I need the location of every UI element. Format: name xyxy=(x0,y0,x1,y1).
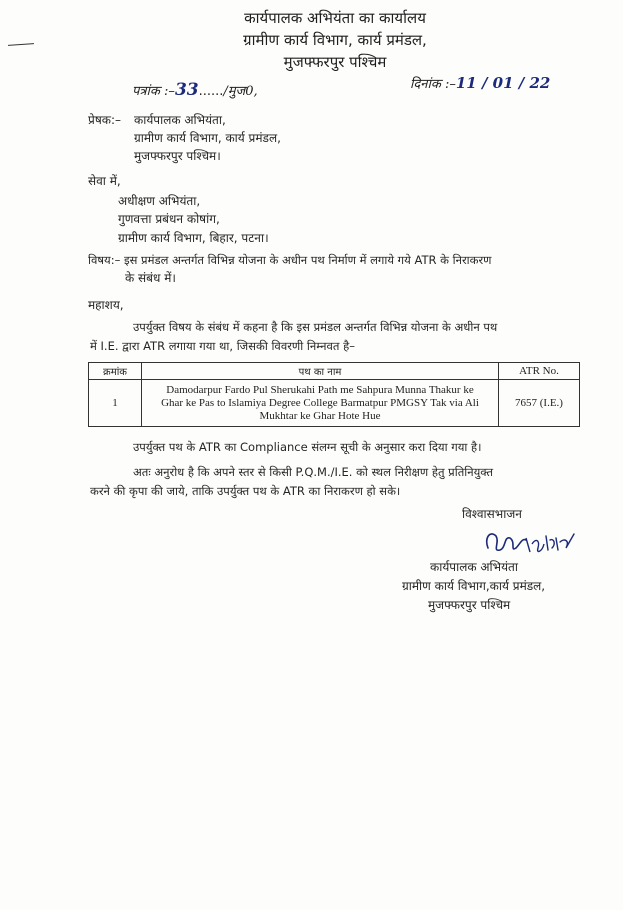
letter-number xyxy=(132,80,258,100)
road-name-line-1: Damodarpur Fardo Pul Sherukahi Path me Sahpura Munna Thakur ke xyxy=(166,383,474,396)
sign-location: मुजफ्फरपुर पश्चिम xyxy=(428,598,511,612)
cell-road-name xyxy=(142,380,499,427)
para1-line-2: में I.E. द्वारा ATR लगाया गया था, जिसकी विवरणी निम्नवत है– xyxy=(90,339,355,353)
sender-line-1: कार्यपालक अभियंता, xyxy=(134,113,226,127)
office-title: कार्यपालक अभियंता का कार्यालय xyxy=(244,9,426,27)
patrank-suffix: /मुज0, xyxy=(223,84,258,99)
recipient-label: सेवा में, xyxy=(88,174,121,188)
sign-department: ग्रामीण कार्य विभाग,कार्य प्रमंडल, xyxy=(402,579,546,593)
road-name-line-2: Ghar ke Pas to Islamiya Degree College Barmatpur PMGSY Tak via Ali xyxy=(161,396,479,409)
col-header-sno: क्रमांक xyxy=(89,363,142,380)
recipient-line-1: अधीक्षण अभियंता, xyxy=(118,194,201,208)
margin-mark xyxy=(8,43,34,46)
letter-date xyxy=(410,74,550,92)
col-header-road: पथ का नाम xyxy=(142,363,499,380)
sign-designation: कार्यपालक अभियंता xyxy=(430,560,518,574)
sender-line-3: मुजफ्फरपुर पश्चिम। xyxy=(134,149,221,163)
signature-image xyxy=(470,518,580,560)
cell-sno: 1 xyxy=(89,380,142,427)
road-name-line-3: Mukhtar ke Ghar Hote Hue xyxy=(259,409,381,422)
subject-line-1: विषय:– इस प्रमंडल अन्तर्गत विभिन्न योजना के अधीन पथ निर्माण में लगाये गये ATR के निराकरण xyxy=(88,253,492,267)
atr-table xyxy=(88,362,580,427)
sender-line-2: ग्रामीण कार्य विभाग, कार्य प्रमंडल, xyxy=(134,131,281,145)
para3-line-1: अतः अनुरोध है कि अपने स्तर से किसी P.Q.M./I.E. को स्थल निरीक्षण हेतु प्रतिनियुक्त xyxy=(133,465,494,479)
vishwas-bhajan: विश्वासभाजन xyxy=(462,507,522,521)
para1-line-1: उपर्युक्त विषय के संबंध में कहना है कि इस प्रमंडल अन्तर्गत विभिन्न योजना के अधीन पथ xyxy=(133,320,498,334)
salutation: महाशय, xyxy=(88,298,124,312)
office-department: ग्रामीण कार्य विभाग, कार्य प्रमंडल, xyxy=(243,31,427,49)
patrank-number: 33 xyxy=(174,80,199,100)
table-row xyxy=(89,380,580,427)
office-location: मुजफ्फरपुर पश्चिम xyxy=(283,53,387,71)
para3-line-2: करने की कृपा की जाये, ताकि उपर्युक्त पथ के ATR का निराकरण हो सके। xyxy=(90,484,401,498)
patrank-dots: ...... xyxy=(198,84,224,99)
recipient-line-3: ग्रामीण कार्य विभाग, बिहार, पटना। xyxy=(118,231,269,245)
col-header-atr: ATR No. xyxy=(499,363,580,380)
cell-atr-no: 7657 (I.E.) xyxy=(499,380,580,427)
para2: उपर्युक्त पथ के ATR का Compliance संलग्न सूची के अनुसार करा दिया गया है। xyxy=(133,440,482,454)
sender-label: प्रेषक:– xyxy=(88,113,122,127)
dinank-label: दिनांक :– xyxy=(410,77,456,92)
subject-line-2: के संबंध में। xyxy=(125,271,176,285)
dinank-value: 11 / 01 / 22 xyxy=(455,74,551,92)
patrank-label: पत्रांक :– xyxy=(132,84,175,99)
recipient-line-2: गुणवत्ता प्रबंधन कोषांग, xyxy=(118,212,220,226)
table-header-row xyxy=(89,363,580,380)
